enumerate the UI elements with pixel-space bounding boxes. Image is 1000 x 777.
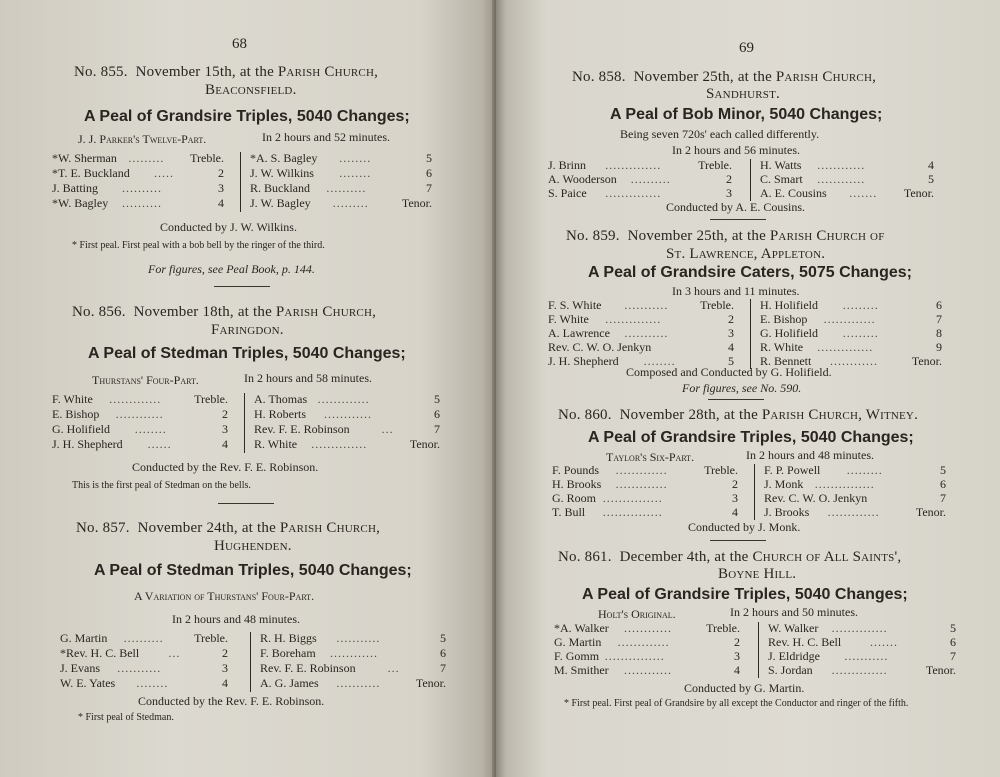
duration: In 3 hours and 11 minutes. — [672, 284, 800, 298]
ringers-band — [548, 298, 952, 368]
dot-leader: .......... — [630, 172, 671, 186]
bell-position: Treble. — [698, 158, 732, 172]
dot-leader: .......... — [326, 181, 367, 195]
peal-title: A Peal of Grandsire Triples, 5040 Changes; — [588, 429, 914, 446]
ringer-name: F. Gomm — [554, 649, 600, 663]
ringer-name: H. Brooks — [552, 477, 602, 491]
peal-location: Boyne Hill. — [718, 566, 797, 582]
ringer-name: J. Evans — [60, 661, 100, 675]
dot-leader: ............. — [615, 477, 668, 491]
conductor-line: Conducted by the Rev. F. E. Robinson. — [132, 460, 319, 474]
ringer-name: G. Room — [552, 491, 597, 505]
dot-leader: ......... — [842, 326, 879, 340]
dot-leader: .......... — [122, 181, 162, 195]
ringer-name: J. Eldridge — [768, 649, 820, 663]
bell-position: Tenor. — [401, 196, 432, 210]
bell-position: 3 — [222, 422, 228, 436]
dot-leader: .............. — [817, 340, 874, 354]
peal-heading: No. 856. November 18th, at the Parish Church, — [72, 304, 377, 320]
bell-position: 3 — [726, 186, 732, 200]
dot-leader: .............. — [605, 312, 662, 326]
divider — [710, 219, 766, 220]
peal-heading: No. 858. November 25th, at the Parish Church, — [572, 69, 877, 85]
peal-heading: No. 859. November 25th, at the Parish Church of — [566, 228, 885, 244]
footnote: * First peal of Stedman. — [78, 712, 174, 723]
ringer-name: C. Smart — [760, 172, 803, 186]
ringer-name: E. Bishop — [52, 407, 100, 421]
dot-leader: ........... — [336, 676, 381, 690]
peal-title: A Peal of Grandsire Caters, 5075 Changes; — [588, 264, 912, 281]
left-page — [0, 0, 496, 777]
bell-position: 4 — [928, 158, 934, 172]
bell-position: 2 — [222, 407, 228, 421]
ringer-name: J. Brinn — [548, 158, 587, 172]
divider — [708, 399, 764, 400]
ringers-band — [52, 393, 448, 455]
conductor-line: Conducted by J. Monk. — [688, 520, 801, 534]
bell-position: Treble. — [706, 621, 740, 635]
dot-leader: ............ — [324, 407, 372, 421]
bell-position: 5 — [434, 392, 440, 406]
figures-reference: For figures, see No. 590. — [682, 381, 802, 395]
bell-position: 4 — [732, 505, 738, 519]
bell-position: 3 — [734, 649, 740, 663]
ringer-name: A. Wooderson — [548, 172, 617, 186]
ringer-name: A. Lawrence — [548, 326, 610, 340]
ringer-name: G. Holifield — [52, 422, 110, 436]
ringer-name: Rev. H. C. Bell — [768, 635, 842, 649]
composition: A Variation of Thurstans' Four-Part. — [134, 589, 315, 603]
footnote: * First peal. First peal with a bob bell by the ringer of the third. — [72, 240, 325, 251]
dot-leader: ....... — [849, 186, 878, 200]
peal-title: A Peal of Bob Minor, 5040 Changes; — [610, 106, 883, 123]
bell-position: 7 — [940, 491, 946, 505]
ringer-name: F. Pounds — [552, 463, 600, 477]
dot-leader: ............... — [604, 649, 665, 663]
column-divider — [754, 464, 755, 520]
bell-position: 2 — [222, 646, 228, 660]
dot-leader: ............. — [823, 312, 876, 326]
ringer-name: A. G. James — [260, 676, 319, 690]
peal-heading: No. 860. November 28th, at the Parish Church, Witney. — [558, 407, 919, 423]
ringer-name: H. Roberts — [254, 407, 306, 421]
conductor-line: Conducted by J. W. Wilkins. — [160, 220, 297, 234]
ringer-name: *A. S. Bagley — [250, 151, 318, 165]
footnote: This is the first peal of Stedman on the bells. — [72, 480, 251, 491]
bell-position: 7 — [426, 181, 432, 195]
bell-position: Tenor. — [903, 186, 934, 200]
peal-title: A Peal of Grandsire Triples, 5040 Changes; — [84, 108, 410, 125]
conductor-line: Conducted by G. Martin. — [684, 681, 805, 695]
ringers-band — [60, 632, 456, 694]
dot-leader: ............. — [109, 392, 162, 406]
bell-position: 2 — [728, 312, 734, 326]
peal-heading: No. 857. November 24th, at the Parish Church, — [76, 520, 381, 536]
bell-position: 7 — [434, 422, 440, 436]
ringer-name: G. Martin — [60, 631, 108, 645]
dot-leader: ...... — [147, 437, 172, 451]
ringer-name: W. E. Yates — [60, 676, 116, 690]
ringer-name: S. Paice — [548, 186, 587, 200]
ringer-name: W. Walker — [768, 621, 819, 635]
conductor-line: Conducted by the Rev. F. E. Robinson. — [138, 694, 325, 708]
peal-heading: No. 861. December 4th, at the Church of All Saints', — [558, 549, 902, 565]
ringer-name: F. Boreham — [260, 646, 316, 660]
ringer-name: Rev. C. W. O. Jenkyn — [548, 340, 652, 354]
dot-leader: .............. — [311, 437, 368, 451]
column-divider — [244, 393, 245, 453]
ringer-name: R. Bennett — [760, 354, 812, 368]
dot-leader: ... — [168, 646, 181, 660]
subtitle: Being seven 720s' each called differently. — [620, 127, 820, 141]
dot-leader: ........... — [117, 661, 162, 675]
ringer-name: J. Batting — [52, 181, 99, 195]
dot-leader: .......... — [123, 631, 164, 645]
ringer-name: F. P. Powell — [764, 463, 821, 477]
dot-leader: ............. — [615, 463, 668, 477]
bell-position: Tenor. — [911, 354, 942, 368]
page-number: 68 — [232, 36, 247, 52]
dot-leader: .............. — [605, 186, 662, 200]
bell-position: 9 — [936, 340, 942, 354]
ringer-name: H. Watts — [760, 158, 802, 172]
dot-leader: ........... — [844, 649, 889, 663]
bell-position: 8 — [936, 326, 942, 340]
composition: Taylor's Six-Part. — [606, 450, 695, 464]
bell-position: 6 — [434, 407, 440, 421]
bell-position: 7 — [440, 661, 446, 675]
bell-position: 4 — [222, 676, 228, 690]
dot-leader: ............ — [624, 663, 672, 677]
ringer-name: S. Jordan — [768, 663, 813, 677]
dot-leader: ............... — [602, 505, 663, 519]
bell-position: 7 — [950, 649, 956, 663]
ringer-name: F. White — [52, 392, 93, 406]
bell-position: 4 — [728, 340, 734, 354]
bell-position: Treble. — [194, 392, 228, 406]
dot-leader: ......... — [846, 463, 883, 477]
ringer-name: M. Smither — [554, 663, 609, 677]
duration: In 2 hours and 52 minutes. — [262, 130, 390, 144]
dot-leader: ......... — [332, 196, 369, 210]
ringer-name: H. Holifield — [760, 298, 818, 312]
ringer-name: *Rev. H. C. Bell — [60, 646, 140, 660]
dot-leader: ........... — [624, 298, 669, 312]
ringer-name: J. Monk — [764, 477, 804, 491]
dot-leader: ............ — [624, 621, 672, 635]
dot-leader: ..... — [154, 166, 174, 180]
bell-position: Tenor. — [409, 437, 440, 451]
ringer-name: F. White — [548, 312, 589, 326]
bell-position: 6 — [950, 635, 956, 649]
bell-position: 5 — [940, 463, 946, 477]
dot-leader: ........ — [339, 166, 372, 180]
dot-leader: .......... — [122, 196, 162, 210]
ringer-name: J. H. Shepherd — [52, 437, 123, 451]
column-divider — [250, 632, 251, 692]
composition: J. J. Parker's Twelve-Part. — [78, 132, 207, 146]
ringers-band — [552, 464, 952, 518]
bell-position: Treble. — [704, 463, 738, 477]
dot-leader: ........... — [336, 631, 381, 645]
conductor-line: Composed and Conducted by G. Holifield. — [626, 365, 832, 379]
bell-position: 7 — [936, 312, 942, 326]
duration: In 2 hours and 48 minutes. — [172, 612, 300, 626]
bell-position: 3 — [218, 181, 224, 195]
column-divider — [750, 159, 751, 201]
ringer-name: E. Bishop — [760, 312, 808, 326]
bell-position: 3 — [222, 661, 228, 675]
ringer-name: R. White — [254, 437, 298, 451]
ringer-name: A. Thomas — [254, 392, 308, 406]
ringer-name: *A. Walker — [554, 621, 609, 635]
composition: Holt's Original. — [598, 607, 676, 621]
divider — [214, 286, 270, 287]
conductor-line: Conducted by A. E. Cousins. — [666, 200, 806, 214]
dot-leader: ............. — [827, 505, 880, 519]
bell-position: Treble. — [194, 631, 228, 645]
bell-position: 5 — [440, 631, 446, 645]
peal-title: A Peal of Stedman Triples, 5040 Changes; — [88, 345, 406, 362]
bell-position: 5 — [950, 621, 956, 635]
ringer-name: *T. E. Buckland — [52, 166, 130, 180]
column-divider — [758, 622, 759, 678]
ringer-name: G. Martin — [554, 635, 602, 649]
dot-leader: ........... — [624, 326, 669, 340]
ringer-name: J. W. Wilkins — [250, 166, 314, 180]
ringer-name: F. S. White — [548, 298, 602, 312]
dot-leader: ... — [387, 661, 400, 675]
ringer-name: J. Brooks — [764, 505, 810, 519]
dot-leader: .............. — [831, 621, 888, 635]
bell-position: 6 — [936, 298, 942, 312]
bell-position: Tenor. — [915, 505, 946, 519]
bell-position: 4 — [218, 196, 224, 210]
peal-location: St. Lawrence, Appleton. — [666, 246, 826, 262]
ringer-name: *W. Bagley — [52, 196, 109, 210]
dot-leader: ............ — [330, 646, 378, 660]
footnote: * First peal. First peal of Grandsire by all except the Conductor and ringer of the fifth. — [564, 698, 909, 709]
figures-reference: For figures, see Peal Book, p. 144. — [148, 262, 315, 276]
peal-heading: No. 855. November 15th, at the Parish Church, — [74, 64, 379, 80]
peal-location: Faringdon. — [211, 322, 284, 338]
ringer-name: Rev. C. W. O. Jenkyn — [764, 491, 868, 505]
dot-leader: ........ — [643, 354, 676, 368]
dot-leader: ......... — [128, 151, 165, 165]
dot-leader: ............ — [817, 158, 866, 172]
dot-leader: ... — [381, 422, 394, 436]
bell-position: 5 — [426, 151, 432, 165]
bell-position: Treble. — [700, 298, 734, 312]
ringer-name: *W. Sherman — [52, 151, 117, 165]
ringer-name: G. Holifield — [760, 326, 818, 340]
dot-leader: .............. — [831, 663, 888, 677]
duration: In 2 hours and 56 minutes. — [672, 143, 800, 157]
bell-position: 6 — [426, 166, 432, 180]
dot-leader: ............... — [814, 477, 875, 491]
bell-position: 5 — [728, 354, 734, 368]
dot-leader: ............ — [817, 172, 866, 186]
ringer-name: J. W. Bagley — [250, 196, 311, 210]
bell-position: 4 — [222, 437, 228, 451]
bell-position: Tenor. — [415, 676, 446, 690]
ringer-name: R. Buckland — [250, 181, 310, 195]
ringer-name: J. H. Shepherd — [548, 354, 619, 368]
bell-position: 2 — [218, 166, 224, 180]
bell-position: 3 — [732, 491, 738, 505]
ringer-name: R. White — [760, 340, 804, 354]
peal-location: Hughenden. — [214, 538, 292, 554]
bell-position: 6 — [940, 477, 946, 491]
column-divider — [750, 299, 751, 369]
bell-position: 2 — [734, 635, 740, 649]
dot-leader: ......... — [842, 298, 879, 312]
ringer-name: R. H. Biggs — [260, 631, 317, 645]
dot-leader: ............ — [830, 354, 878, 368]
duration: In 2 hours and 58 minutes. — [244, 371, 372, 385]
right-page — [496, 0, 1000, 777]
dot-leader: ............. — [617, 635, 670, 649]
ringer-name: A. E. Cousins — [760, 186, 827, 200]
bell-position: 5 — [928, 172, 934, 186]
bell-position: 6 — [440, 646, 446, 660]
dot-leader: ........ — [136, 676, 169, 690]
ringers-band — [554, 622, 962, 678]
ringer-name: Rev. F. E. Robinson — [260, 661, 356, 675]
bell-position: Tenor. — [925, 663, 956, 677]
ringer-name: Rev. F. E. Robinson — [254, 422, 350, 436]
column-divider — [240, 152, 241, 212]
divider — [218, 503, 274, 504]
dot-leader: ............. — [317, 392, 370, 406]
ringers-band — [548, 159, 944, 199]
duration: In 2 hours and 50 minutes. — [730, 605, 858, 619]
dot-leader: ............ — [115, 407, 164, 421]
page-number: 69 — [739, 40, 754, 56]
bell-position: Treble. — [190, 151, 224, 165]
peal-location: Sandhurst. — [706, 86, 780, 102]
duration: In 2 hours and 48 minutes. — [746, 448, 874, 462]
peal-title: A Peal of Grandsire Triples, 5040 Changes; — [582, 586, 908, 603]
dot-leader: ............... — [602, 491, 663, 505]
ringers-band — [52, 152, 438, 214]
bell-position: 2 — [732, 477, 738, 491]
peal-location: Beaconsfield. — [205, 82, 297, 98]
ringer-name: T. Bull — [552, 505, 586, 519]
divider — [710, 540, 766, 541]
composition: Thurstans' Four-Part. — [92, 373, 199, 387]
dot-leader: .............. — [605, 158, 662, 172]
dot-leader: ....... — [870, 635, 898, 649]
bell-position: 4 — [734, 663, 740, 677]
peal-title: A Peal of Stedman Triples, 5040 Changes; — [94, 562, 412, 579]
bell-position: 2 — [726, 172, 732, 186]
bell-position: 3 — [728, 326, 734, 340]
dot-leader: ........ — [134, 422, 167, 436]
dot-leader: ........ — [339, 151, 372, 165]
